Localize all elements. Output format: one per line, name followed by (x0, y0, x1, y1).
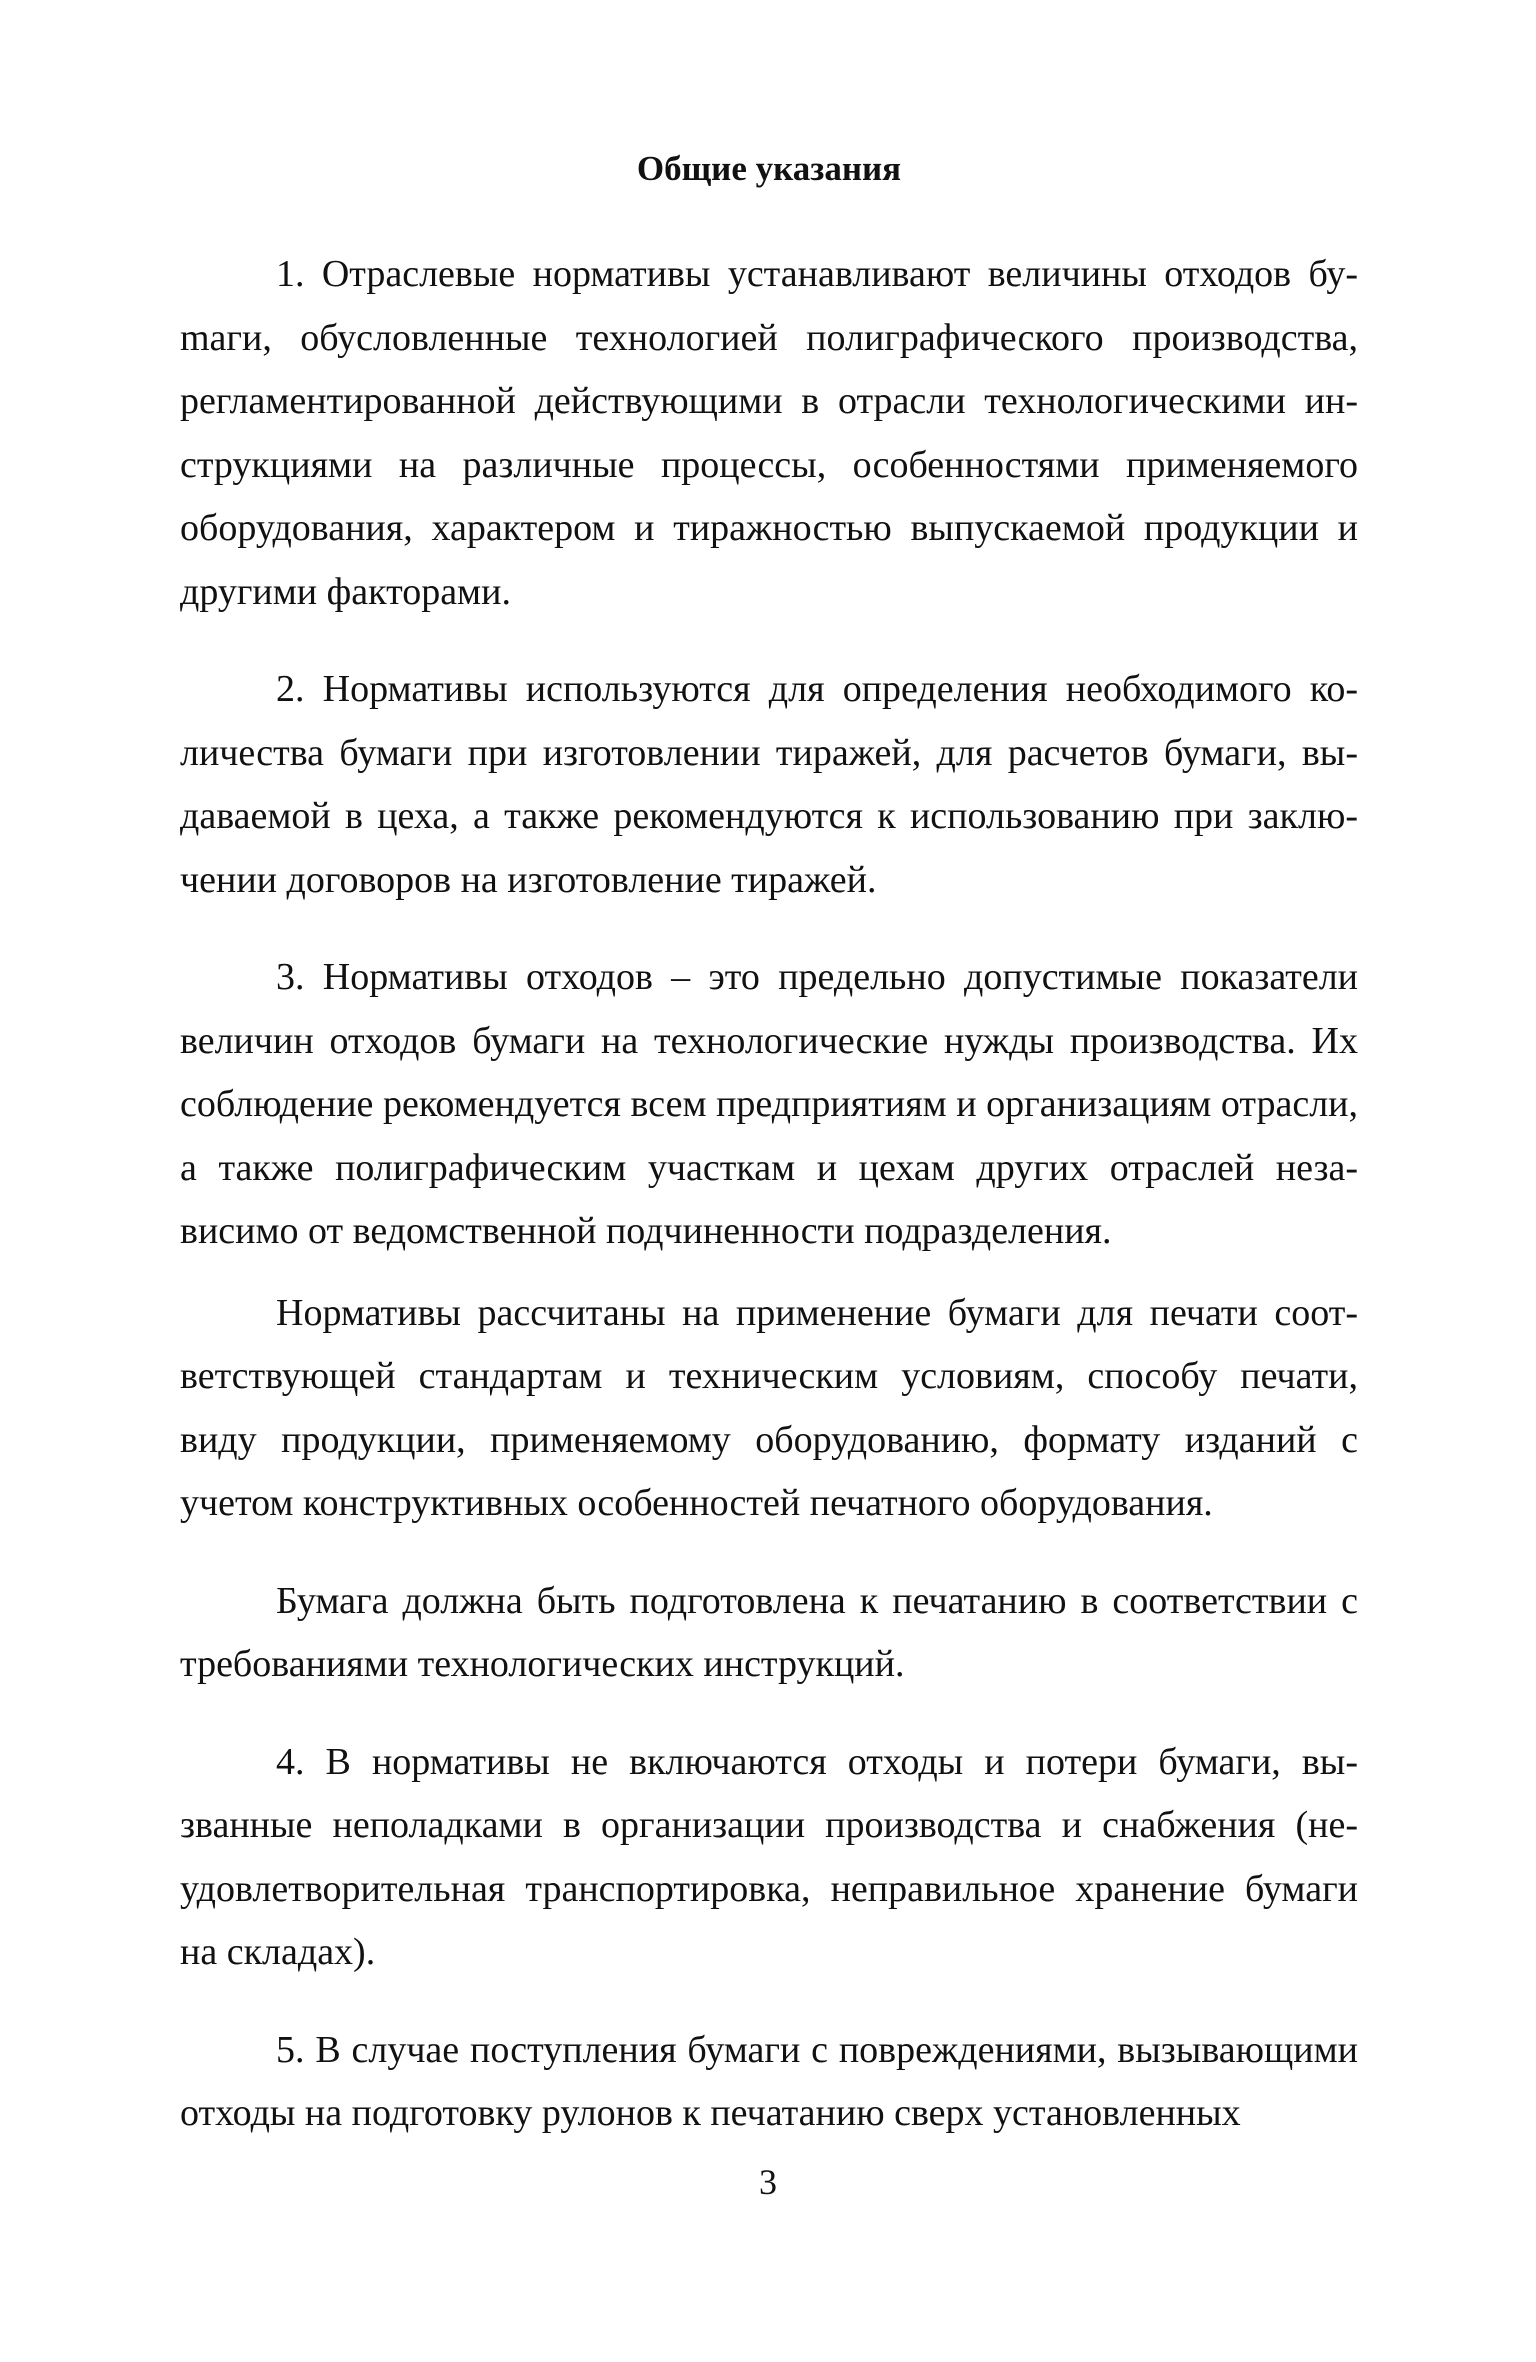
paragraph-3: 3. Нормативы отходов – это предельно допустимые показатели величин отходов бумаги на технологические нужды производства. Их соблюдение рекомендуется всем предприятиям и организациям отрасли, а также полиграфическим участкам и цехам других отраслей независимо от ведомственной подчиненности подразделения. (180, 956, 1358, 1252)
page-number: 3 (759, 2162, 777, 2202)
page-content (180, 145, 1358, 2180)
paragraph-1: 1. Отраслевые нормативы устанавливают величины отходов буmаги, обусловленные технологией полиграфического производства, регламентированной действующими в отрасли технологическими инструкциями на различные процессы, особенностями применяемого оборудования, характером и тиражностью выпускаемой продукции и другими факторами. (180, 253, 1358, 613)
paragraph-2: 2. Нормативы используются для определения необходимого количества бумаги при изготовлении тиражей, для расчетов бумаги, выдаваемой в цеха, а также рекомендуются к использованию при заключении договоров на изготовление тиражей. (180, 668, 1358, 901)
paragraph-3-note: Бумага должна быть подготовлена к печатанию в соответствии с требованиями технологических инструкций. (180, 1579, 1358, 1685)
paragraph-4: 4. В нормативы не включаются отходы и потери бумаги, вызванные неполадками в организации производства и снабжения (неудовлетворительная транспортировка, неправильное хранение бумаги на складах). (180, 1740, 1358, 1973)
section-title: Общие указания (636, 149, 902, 188)
paragraph-5: 5. В случае поступления бумаги с повреждениями, вызывающими отходы на подготовку рулонов к печатанию сверх установленных (180, 2028, 1358, 2134)
paragraph-3-continued: Нормативы рассчитаны на применение бумаги для печати соответствующей стандартам и техническим условиям, способу печати, виду продукции, применяемому оборудованию, формату изданий с учетом конструктивных особенностей печатного оборудования. (180, 1291, 1358, 1524)
